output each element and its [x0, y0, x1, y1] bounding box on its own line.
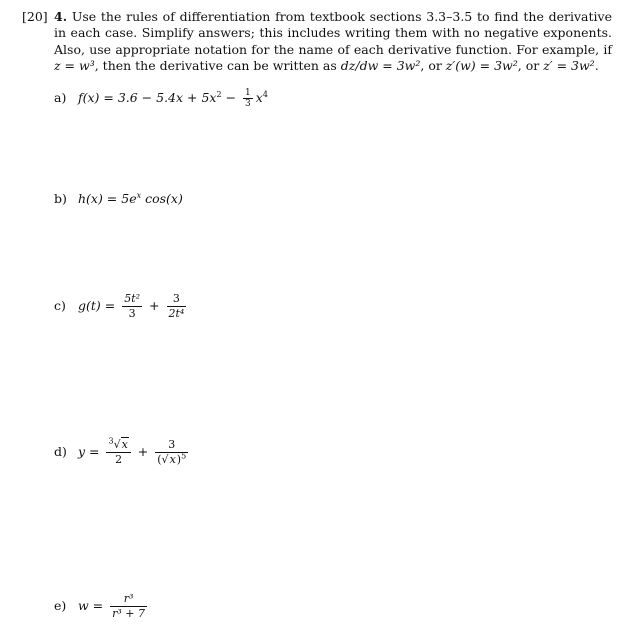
part-d-radicand-1: x — [121, 438, 128, 451]
part-c-label: c) — [54, 298, 66, 313]
part-d-label: d) — [54, 444, 67, 459]
problem-statement — [22, 9, 612, 75]
part-d-lhs: y = — [77, 444, 100, 459]
instructions-text-4: , or — [517, 58, 544, 74]
part-d-fraction-2: $\frac{3}{(√x)^5}$ — [157, 438, 187, 466]
part-a-label: a) — [54, 90, 67, 105]
part-d — [54, 438, 191, 467]
part-d-fraction-1: $\frac{^3√x}{2}$ — [106, 438, 130, 467]
part-b-cos: cos(x) — [141, 191, 183, 206]
part-c-fraction-1: $\frac{\text{5t²}}{3}$ — [124, 292, 141, 320]
part-e-fraction: $\frac{\text{r³}}{\text{r³ + 7}}$ — [112, 592, 146, 620]
part-d-plus: + — [137, 444, 149, 459]
problem-number: 4. — [54, 9, 68, 24]
part-a-fraction: $\frac{1}{3}$ — [245, 88, 251, 109]
part-a-exponent-4: 4 — [262, 89, 268, 99]
part-b — [54, 191, 183, 206]
part-a-variable: x — [255, 90, 263, 105]
part-d-radicand-2: x — [169, 453, 176, 466]
instructions-text-3: , or — [420, 58, 446, 74]
part-d-root-index: 3 — [108, 436, 114, 446]
instructions-text-2: , then the derivative can be written as — [94, 58, 341, 74]
notation-prime-function: z′(w) = 3w² — [445, 58, 518, 74]
instructions-text-1: Use the rules of differentiation from textbook sections 3.3–3.5 to find the derivative in each case. Simplify answers; this includes writing them with no negative exponents. Also, use appropriate notation for the name of each derivative function. For example, if — [54, 9, 612, 57]
points-value: [20] — [22, 9, 48, 24]
part-d-exponent: 5 — [181, 451, 187, 461]
notation-leibniz: dz/dw = 3w² — [340, 58, 421, 74]
part-e-lhs: w = — [77, 598, 104, 613]
part-c-lhs: g(t) = — [77, 298, 116, 313]
part-b-exponent: x — [136, 190, 142, 200]
part-a-expression: f(x) = 3.6 − 5.4x + 5x — [77, 90, 217, 105]
part-c-fraction-2: $\frac{3}{\text{2t⁴}}$ — [168, 292, 185, 320]
part-a-minus: − — [225, 90, 237, 105]
part-b-expression: h(x) = 5e — [77, 191, 137, 206]
instructions-text-5: . — [594, 58, 599, 74]
example-equation: z = w³ — [54, 58, 95, 74]
part-c — [54, 292, 189, 321]
part-e-label: e) — [54, 598, 67, 613]
part-a — [54, 88, 268, 109]
part-b-label: b) — [54, 191, 67, 206]
notation-prime: z′ = 3w² — [543, 58, 595, 74]
part-e — [54, 592, 150, 621]
part-a-exponent-2: 2 — [216, 89, 222, 99]
part-c-plus: + — [149, 298, 160, 313]
